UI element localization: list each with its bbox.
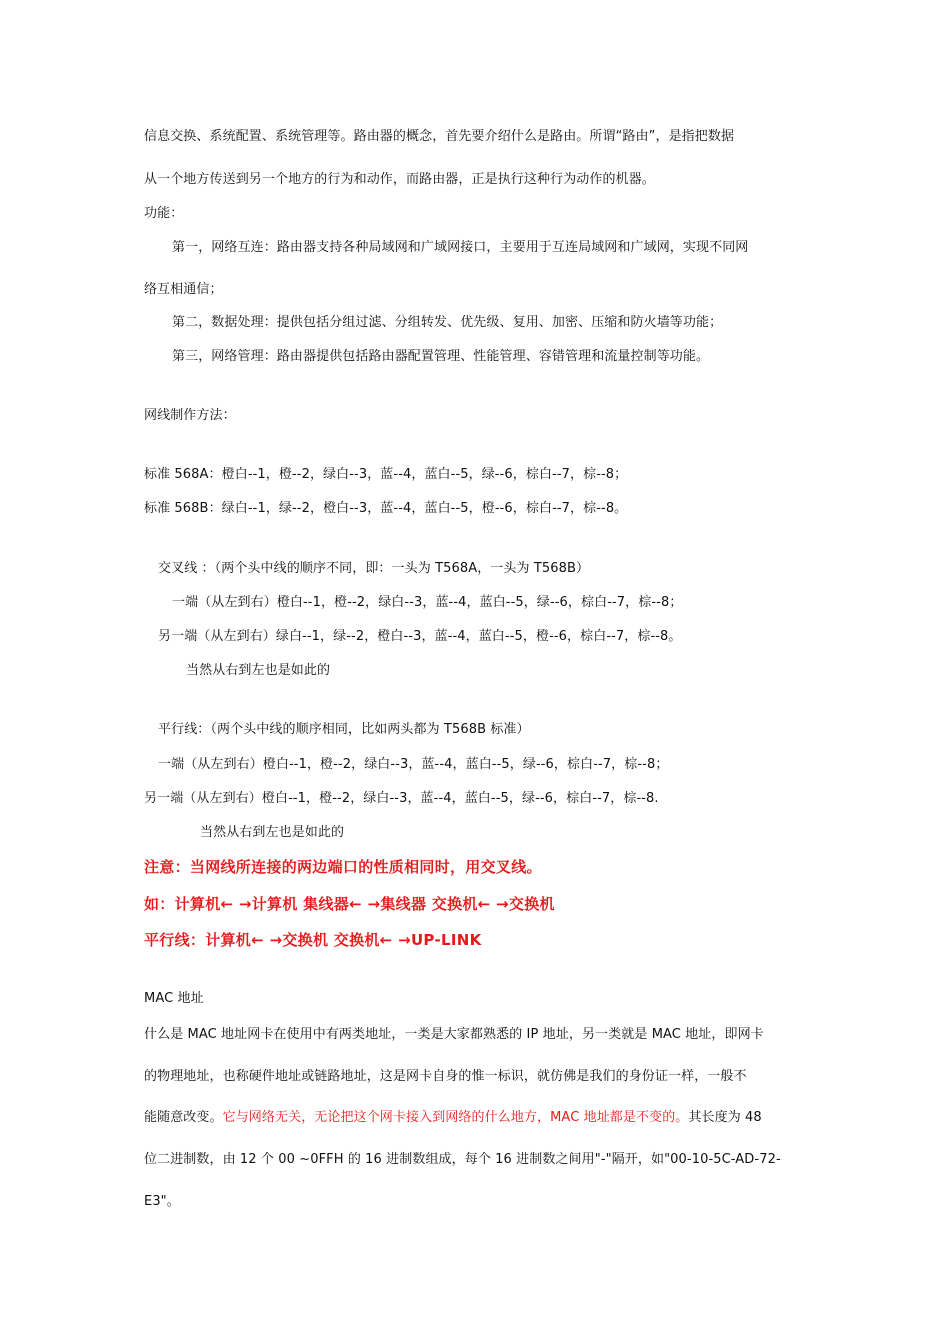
function-item-3: 第三，网络管理：路由器提供包括路由器配置管理、性能管理、容错管理和流量控制等功能。 (172, 349, 710, 364)
cable-heading: 网线制作方法： (144, 408, 236, 423)
mac-line-1: 什么是 MAC 地址网卡在使用中有两类地址，一类是大家都熟悉的 IP 地址，另一类就是 MAC 地址，即网卡 (144, 1027, 764, 1042)
parallel-end-2: 另一端（从左到右）橙白--1，橙--2，绿白--3，蓝--4，蓝白--5，绿--6，棕白--7，棕--8. (144, 791, 659, 806)
mac-line-3 (144, 1110, 762, 1126)
mac-line-3-start: 能随意改变。 (144, 1110, 223, 1125)
mac-line-3-end: 其长度为 48 (688, 1110, 762, 1125)
mac-highlight-text: 它与网络无关，无论把这个网卡接入到网络的什么地方，MAC 地址都是不变的。 (222, 1110, 689, 1125)
warning-line-1: 注意：当网线所连接的两边端口的性质相同时，用交叉线。 (144, 858, 542, 876)
warning-line-2: 如：计算机← →计算机 集线器← →集线器 交换机← →交换机 (144, 895, 555, 913)
mac-line-5: E3"。 (144, 1194, 180, 1209)
mac-line-4: 位二进制数，由 12 个 00 ~0FFH 的 16 进制数组成，每个 16 进制数之间用"-"隔开，如"00-10-5C-AD-72- (144, 1152, 781, 1167)
function-item-2: 第二，数据处理：提供包括分组过滤、分组转发、优先级、复用、加密、压缩和防火墙等功能； (172, 315, 723, 330)
parallel-title: 平行线：（两个头中线的顺序相同，比如两头都为 T568B 标准） (158, 722, 530, 737)
mac-line-2: 的物理地址，也称硬件地址或链路地址，这是网卡自身的惟一标识，就仿佛是我们的身份证一样，一般不 (144, 1069, 747, 1084)
intro-line-2: 从一个地方传送到另一个地方的行为和动作，而路由器，正是执行这种行为动作的机器。 (144, 172, 655, 187)
standard-568b: 标准 568B：绿白--1，绿--2，橙白--3，蓝--4，蓝白--5，橙--6，棕白--7，棕--8。 (144, 501, 628, 516)
function-item-1-line-2: 络互相通信； (144, 282, 223, 297)
intro-line-1: 信息交换、系统配置、系统管理等。路由器的概念，首先要介绍什么是路由。所谓“路由”，是指把数据 (144, 129, 735, 144)
parallel-note: 当然从右到左也是如此的 (200, 825, 345, 840)
standard-568a: 标准 568A：橙白--1，橙--2，绿白--3，蓝--4，蓝白--5，绿--6，棕白--7，棕--8； (144, 467, 628, 482)
crossover-note: 当然从右到左也是如此的 (186, 663, 331, 678)
crossover-end-1: 一端（从左到右）橙白--1，橙--2，绿白--3，蓝--4，蓝白--5，绿--6，棕白--7，棕--8； (172, 595, 683, 610)
crossover-title: 交叉线 ：（两个头中线的顺序不同，即：一头为 T568A，一头为 T568B） (158, 561, 590, 576)
warning-line-3: 平行线：计算机← →交换机 交换机← →UP-LINK (144, 931, 482, 949)
mac-heading: MAC 地址 (144, 991, 204, 1006)
functions-heading: 功能： (144, 206, 184, 221)
parallel-end-1: 一端（从左到右）橙白--1，橙--2，绿白--3，蓝--4，蓝白--5，绿--6，棕白--7，棕--8； (158, 757, 669, 772)
crossover-end-2: 另一端（从左到右）绿白--1，绿--2，橙白--3，蓝--4，蓝白--5，橙--6，棕白--7，棕--8。 (158, 629, 682, 644)
function-item-1-line-1: 第一，网络互连：路由器支持各种局域网和广域网接口，主要用于互连局域网和广域网，实现不同网 (172, 240, 749, 255)
